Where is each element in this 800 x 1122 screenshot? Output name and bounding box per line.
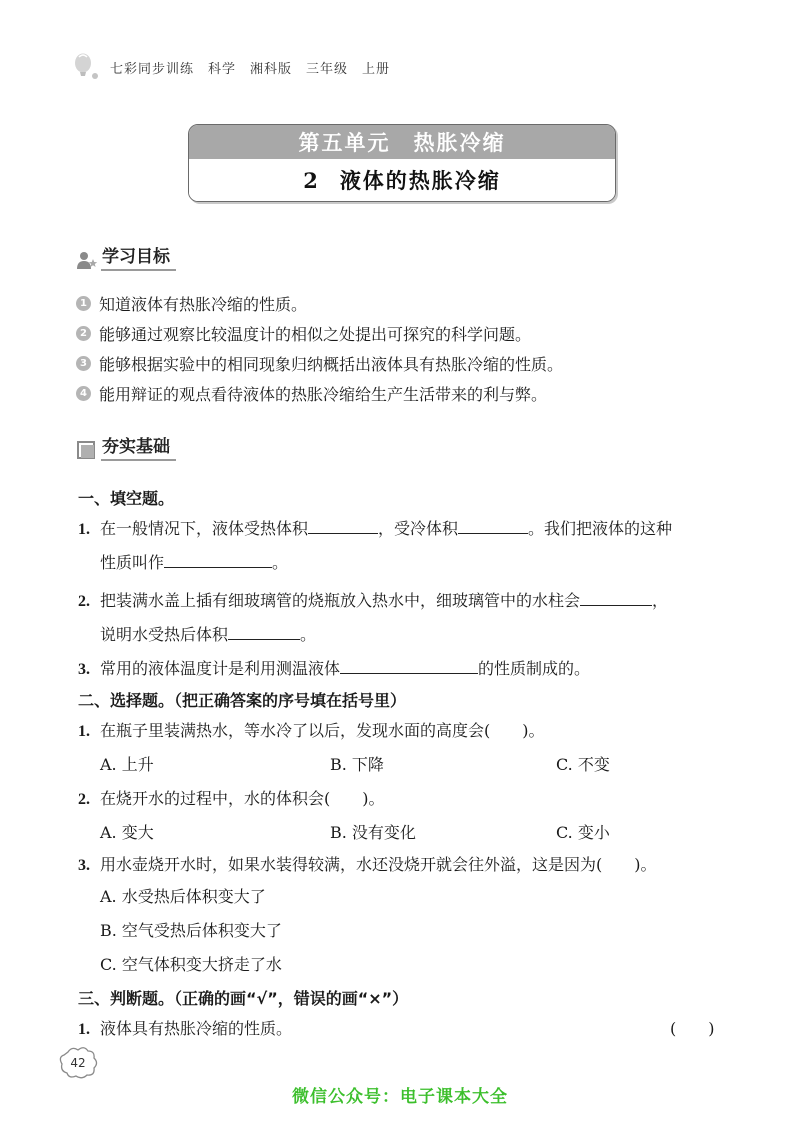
option-b[interactable]: B. 没有变化 xyxy=(330,823,416,842)
option-c[interactable]: C. 空气体积变大挤走了水 xyxy=(100,955,282,974)
answer-blank[interactable] xyxy=(580,589,652,606)
option-a[interactable]: A. 变大 xyxy=(100,823,154,842)
question-text: 在烧开水的过程中，水的体积会( )。 xyxy=(100,789,385,808)
lesson-number: 2 xyxy=(303,167,320,193)
judge-question-1 xyxy=(78,1012,292,1047)
list-item xyxy=(76,288,563,318)
goal-number-badge: 1 xyxy=(76,296,91,311)
question-number: 3. xyxy=(78,857,90,874)
fill-heading: 一、填空题。 xyxy=(78,489,175,508)
answer-parentheses[interactable]: ( ) xyxy=(670,1019,715,1038)
question-number: 2. xyxy=(78,593,90,610)
unit-title: 第五单元 热胀冷缩 xyxy=(189,125,615,159)
question-text: 在一般情况下，液体受热体积 xyxy=(100,519,309,538)
goal-number-badge: 2 xyxy=(76,326,91,341)
goal-text: 能够通过观察比较温度计的相似之处提出可探究的科学问题。 xyxy=(99,324,532,344)
list-item xyxy=(76,318,563,348)
option-c[interactable]: C. 变小 xyxy=(556,823,610,842)
question-number: 1. xyxy=(78,521,90,538)
question-text: 。 xyxy=(272,553,289,572)
page-header xyxy=(72,52,390,82)
fill-question-2-cont xyxy=(100,618,316,652)
question-text: 常用的液体温度计是利用测温液体 xyxy=(100,659,341,678)
fill-question-3 xyxy=(78,652,590,687)
question-text: 。我们把液体的这种 xyxy=(528,519,673,538)
choice-question-1 xyxy=(78,714,545,749)
book-icon xyxy=(76,439,98,461)
student-star-icon xyxy=(76,249,98,271)
lesson-name: 液体的热胀冷缩 xyxy=(339,168,501,193)
question-text: ， xyxy=(652,591,669,610)
question-text: 把装满水盖上插有细玻璃管的烧瓶放入热水中，细玻璃管中的水柱会 xyxy=(100,591,581,610)
goals-list xyxy=(76,288,563,408)
watermark-text: 微信公众号：电子课本大全 xyxy=(292,1087,508,1107)
question-text: 的性质制成的。 xyxy=(478,659,591,678)
question-text: 性质叫作 xyxy=(100,553,165,572)
fill-question-1 xyxy=(78,512,672,547)
answer-blank[interactable] xyxy=(308,517,378,534)
fill-question-1-cont xyxy=(100,546,288,580)
goals-heading-text: 学习目标 xyxy=(101,242,176,271)
question-text: 液体具有热胀冷缩的性质。 xyxy=(100,1019,293,1038)
list-item xyxy=(76,378,563,408)
goal-text: 知道液体有热胀冷缩的性质。 xyxy=(99,294,308,314)
basics-heading xyxy=(76,432,176,461)
question-text: 用水壶烧开水时，如果水装得较满，水还没烧开就会往外溢，这是因为( )。 xyxy=(100,855,657,874)
option-a[interactable]: A. 水受热后体积变大了 xyxy=(100,887,266,906)
judge-heading: 三、判断题。（正确的画“√”，错误的画“×”） xyxy=(78,989,409,1008)
goal-text: 能用辩证的观点看待液体的热胀冷缩给生产生活带来的利与弊。 xyxy=(99,384,548,404)
goals-heading xyxy=(76,242,176,271)
answer-blank[interactable] xyxy=(458,517,528,534)
goal-number-badge: 3 xyxy=(76,356,91,371)
option-c[interactable]: C. 不变 xyxy=(556,755,610,774)
question-text: 。 xyxy=(300,625,317,644)
lesson-title-box xyxy=(188,124,616,202)
question-text: 在瓶子里装满热水，等水冷了以后，发现水面的高度会( )。 xyxy=(100,721,545,740)
goal-text: 能够根据实验中的相同现象归纳概括出液体具有热胀冷缩的性质。 xyxy=(99,354,564,374)
question-text: 说明水受热后体积 xyxy=(100,625,229,644)
question-number: 2. xyxy=(78,791,90,808)
lesson-title xyxy=(189,159,615,201)
answer-blank[interactable] xyxy=(228,623,300,640)
question-number: 3. xyxy=(78,661,90,678)
header-text: 七彩同步训练 科学 湘科版 三年级 上册 xyxy=(110,61,391,77)
goal-number-badge: 4 xyxy=(76,386,91,401)
option-b[interactable]: B. 下降 xyxy=(330,755,384,774)
choice-question-2 xyxy=(78,782,385,817)
question-text: ，受冷体积 xyxy=(378,519,459,538)
basics-heading-text: 夯实基础 xyxy=(101,432,176,461)
option-a[interactable]: A. 上升 xyxy=(100,755,154,774)
balloon-logo-icon xyxy=(72,52,102,82)
option-b[interactable]: B. 空气受热后体积变大了 xyxy=(100,921,282,940)
choice-heading: 二、选择题。（把正确答案的序号填在括号里） xyxy=(78,691,407,710)
fill-question-2 xyxy=(78,584,668,619)
choice-question-3 xyxy=(78,848,657,883)
answer-blank[interactable] xyxy=(340,657,478,674)
answer-blank[interactable] xyxy=(164,551,272,568)
list-item xyxy=(76,348,563,378)
question-number: 1. xyxy=(78,1021,90,1038)
page-number: 42 xyxy=(70,1056,86,1070)
question-number: 1. xyxy=(78,723,90,740)
